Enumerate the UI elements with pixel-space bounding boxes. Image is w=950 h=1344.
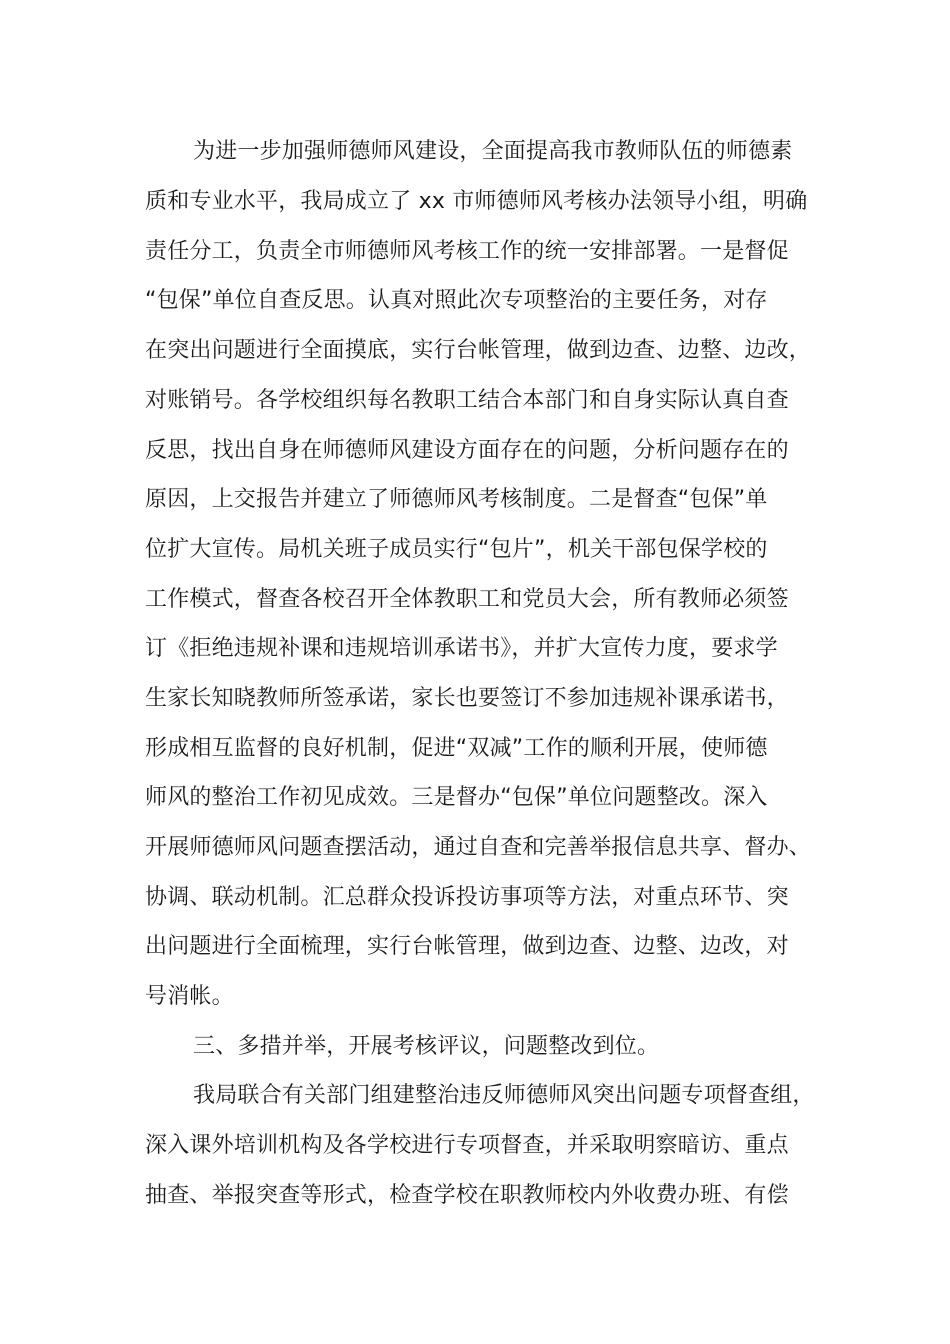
paragraph-1-line-2: 质和专业水平，我局成立了 xx 市师德师风考核办法领导小组，明确 xyxy=(145,189,808,214)
paragraph-2-line-2: 深入课外培训机构及各学校进行专项督查，并采取明察暗访、重点 xyxy=(145,1133,789,1158)
paragraph-2-line-3: 抽查、举报突查等形式，检查学校在职教师校内外收费办班、有偿 xyxy=(145,1183,789,1208)
paragraph-1-line-1: 为进一步加强师德师风建设，全面提高我市教师队伍的师德素 xyxy=(193,139,793,164)
paragraph-1-line-9: 位扩大宣传。局机关班子成员实行“包片”，机关干部包保学校的 xyxy=(145,537,768,562)
section-heading: 三、多措并举，开展考核评议，问题整改到位。 xyxy=(193,1034,660,1059)
paragraph-1-line-7: 反思，找出自身在师德师风建设方面存在的问题，分析问题存在的 xyxy=(145,438,789,463)
paragraph-1-line-5: 在突出问题进行全面摸底，实行台帐管理，做到边查、边整、边改， xyxy=(145,338,812,363)
paragraph-1-line-17: 出问题进行全面梳理，实行台帐管理，做到边查、边整、边改，对 xyxy=(145,934,789,959)
paragraph-1-line-18: 号消帐。 xyxy=(145,984,234,1009)
paragraph-2-line-1: 我局联合有关部门组建整治违反师德师风突出问题专项督查组， xyxy=(193,1083,815,1108)
paragraph-1-line-16: 协调、联动机制。汇总群众投诉投访事项等方法，对重点环节、突 xyxy=(145,885,789,910)
paragraph-1-line-13: 形成相互监督的良好机制，促进“双减”工作的顺利开展，使师德 xyxy=(145,736,768,761)
paragraph-1-line-10: 工作模式，督查各校召开全体教职工和党员大会，所有教师必须签 xyxy=(145,587,789,612)
paragraph-1-line-3: 责任分工，负责全市师德师风考核工作的统一安排部署。一是督促 xyxy=(145,239,789,264)
paragraph-1-line-15: 开展师德师风问题查摆活动，通过自查和完善举报信息共享、督办、 xyxy=(145,835,812,860)
paragraph-1-line-6: 对账销号。各学校组织每名教职工结合本部门和自身实际认真自查 xyxy=(145,388,789,413)
paragraph-1-line-12: 生家长知晓教师所签承诺，家长也要签订不参加违规补课承诺书， xyxy=(145,686,789,711)
paragraph-1-line-8: 原因，上交报告并建立了师德师风考核制度。二是督查“包保”单 xyxy=(145,487,768,512)
paragraph-1-line-11: 订《拒绝违规补课和违规培训承诺书》，并扩大宣传力度，要求学 xyxy=(145,636,778,661)
paragraph-1-line-14: 师风的整治工作初见成效。三是督办“包保”单位问题整改。深入 xyxy=(145,785,768,810)
paragraph-1-line-4: “包保”单位自查反思。认真对照此次专项整治的主要任务，对存 xyxy=(145,288,768,313)
